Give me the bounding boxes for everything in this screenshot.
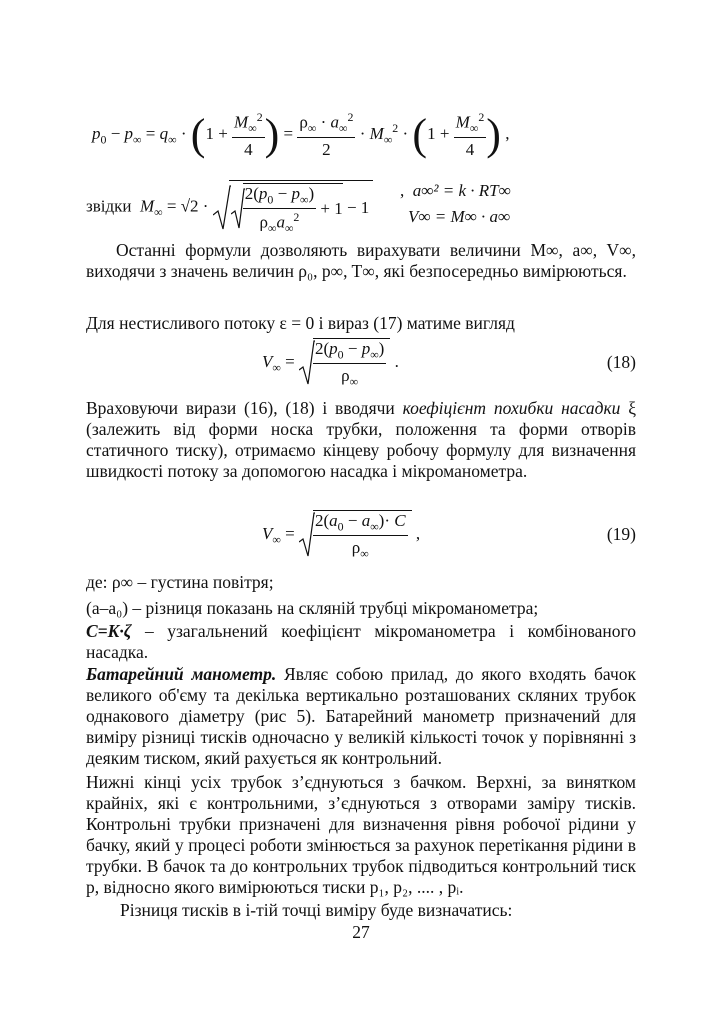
- paragraph-battery-manometer: [86, 664, 636, 769]
- equation-number-18: (18): [606, 352, 636, 372]
- definition-text: – узагальнений коефіцієнт мікроманометра і комбінованого насадка.: [86, 621, 636, 662]
- formula-velocity: [408, 208, 510, 225]
- formula-eq2-prefix: звідки: [86, 196, 132, 216]
- definition-density: [86, 572, 636, 593]
- term-coefficient: C=K·ζ: [86, 621, 132, 641]
- definition-coefficient: [86, 621, 636, 663]
- definition-text: (a–a₀) – різниця показань на скляній трубці мікроманометра;: [86, 598, 539, 618]
- definition-difference: [86, 598, 636, 619]
- term-battery-manometer: Батарейний манометр.: [86, 664, 277, 684]
- formula-18: $V_\infty$ = $\frac{2(p_0 - p_\infty)}{\rho_\infty}$ .: [262, 339, 399, 389]
- paragraph-tube-connections: [86, 772, 636, 898]
- paragraph-text: Являє собою прилад, до якого входять бачок великого об'єму та декілька вертикально розташованих скляних трубок однакового діаметру (рис 5). Батарейний манометр призначений для виміру різниці тисків одночасно у великій кількості точок у порівнянні з деяким тиском, який рахується як контрольний.: [86, 664, 636, 768]
- formula-dynamic-pressure: $p_0 - p_\infty = q_\infty \cdot (1$ + $\frac{M_\infty^2}{4}$ ) = $\frac{\rho_\infty \cdot a_\infty^2}{2}$ · $M_\infty^2 \cdot (1$ + $\frac{M_\infty^2}{4}$ ) ,: [92, 109, 510, 159]
- paragraph-text: Враховуючи вирази (16), (18) і вводячи: [86, 398, 395, 418]
- paragraph-text: Останні формули дозволяють вирахувати величини M∞, a∞, V∞, виходячи з значень величин ρ₀, p∞, T∞, які безпосередньо вимірюються.: [86, 240, 636, 281]
- paragraph-text: Нижні кінці усіх трубок з’єднуються з бачком. Верхні, за винятком крайніх, які є контрольними, з’єднуються з отворами заміру тисків. Контрольні трубки призначені для визначення рівня робочої рідини у бачку, який у процесі роботи змінюється за рахунок перетікання рідини в трубки. В бачок та до контрольних трубок підводиться контрольний тиск p, відносно якого вимірюються тиски p₁, p₂, .... , pᵢ.: [86, 772, 636, 897]
- formula-mach-number: звідки $M_\infty = √2$ · $\frac{2(p_0 - p_\infty)}{\rho_\infty a_\infty^2}$ + 1 − 1: [86, 180, 373, 235]
- paragraph-text: Різниця тисків в i-тій точці виміру буде визначатись:: [120, 900, 513, 920]
- paragraph-formulas-note: [86, 240, 636, 282]
- definition-text: де: ρ∞ – густина повітря;: [86, 572, 274, 592]
- paragraph-incompressible: [86, 313, 636, 334]
- page-number: 27: [352, 922, 370, 942]
- paragraph-pressure-difference: [86, 900, 636, 921]
- term-error-coefficient: коефіцієнт похибки насадки: [402, 398, 621, 418]
- formula-19: $V_\infty$ = $\frac{2(a_0 - a_\infty)\cdot C}{\rho_\infty}$ ,: [262, 511, 421, 561]
- formula-eq2-side-b: V∞ = M∞ · a∞: [408, 207, 511, 226]
- formula-eq2-side-a: a∞² = k · RT∞: [412, 181, 511, 200]
- paragraph-text: Для нестисливого потоку ε = 0 і вираз (17) матиме вигляд: [86, 313, 515, 333]
- paragraph-text: ξ (залежить від форми носка трубки, положення та форми отворів статичного тиску), отримаємо кінцеву робочу формулу для визначення швидкості потоку за допомогою насадка і мікроманометра.: [86, 398, 637, 481]
- paragraph-working-formula: [86, 398, 636, 482]
- formula-speed-of-sound: , a∞² = k · RT∞: [400, 181, 511, 200]
- equation-number-19: (19): [606, 524, 636, 544]
